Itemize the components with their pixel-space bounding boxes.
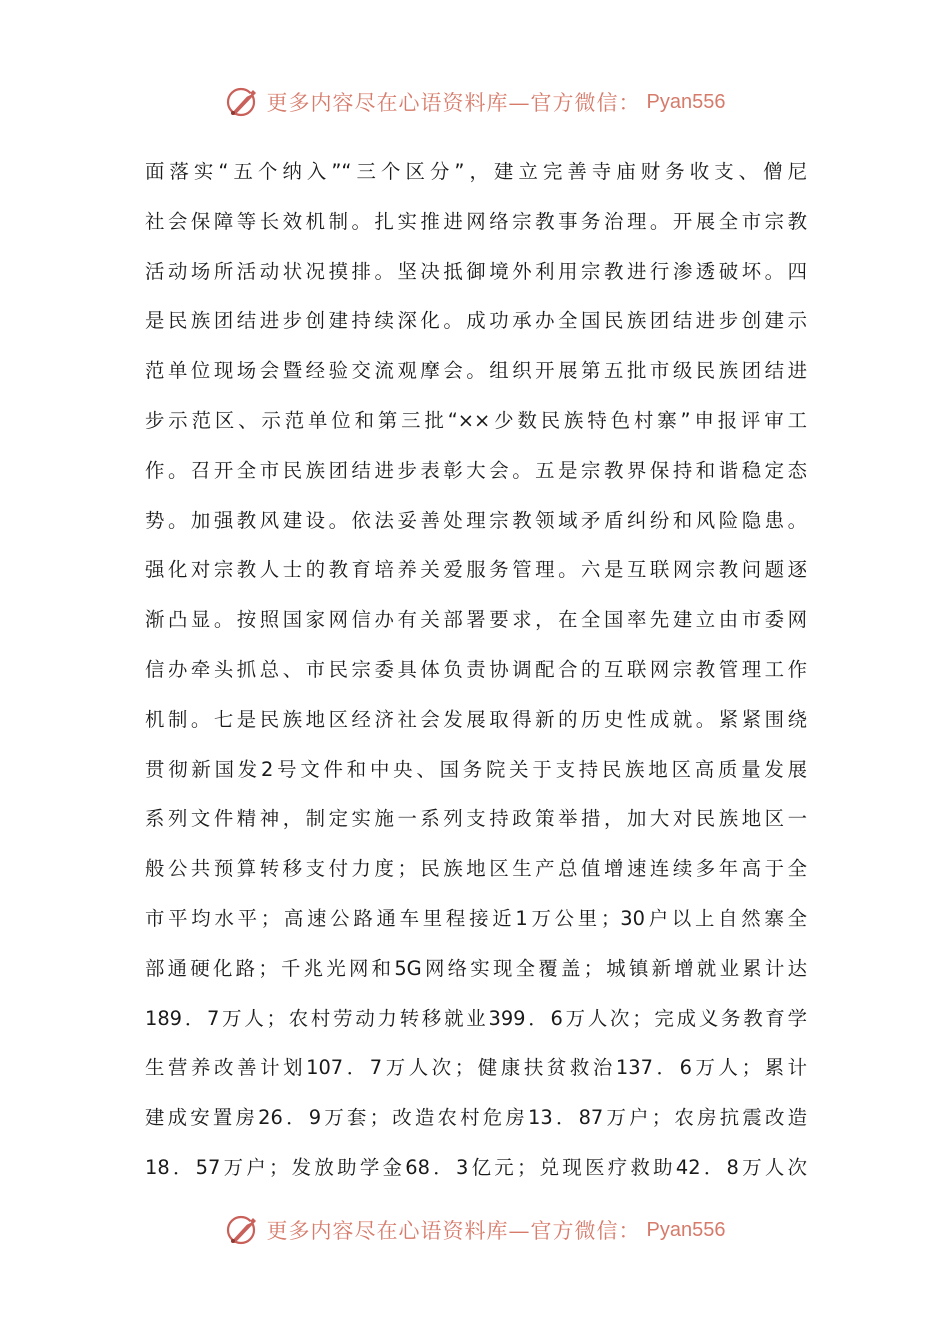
header-banner	[0, 80, 950, 124]
body-line: 社会保障等长效机制。扎实推进网络宗教事务治理。开展全市宗教	[145, 209, 807, 233]
body-line: 般公共预算转移支付力度；民族地区生产总值增速连续多年高于全	[145, 857, 807, 881]
header-banner-handle: Pyan556	[646, 90, 726, 113]
body-line: 机制。七是民族地区经济社会发展取得新的历史性成就。紧紧围绕	[145, 707, 807, 731]
body-line: 建成安置房26．9万套；改造农村危房13．87万户；农房抗震改造	[145, 1106, 807, 1130]
footer-banner-text: 更多内容尽在心语资料库—官方微信：	[266, 1219, 641, 1243]
body-line: 生营养改善计划107．7万人次；健康扶贫救治137．6万人；累计	[145, 1056, 807, 1080]
body-line: 活动场所活动状况摸排。坚决抵御境外利用宗教进行渗透破坏。四	[145, 259, 807, 283]
quill-logo-icon	[225, 1212, 261, 1248]
body-line: 势。加强教风建设。依法妥善处理宗教领域矛盾纠纷和风险隐患。	[145, 508, 807, 532]
body-line: 面落实“五个纳入”“三个区分”，建立完善寺庙财务收支、僧尼	[145, 160, 807, 183]
header-banner-text: 更多内容尽在心语资料库—官方微信：	[266, 91, 641, 115]
document-body	[145, 147, 807, 1193]
body-line: 系列文件精神，制定实施一系列支持政策举措，加大对民族地区一	[145, 807, 807, 831]
body-line: 市平均水平；高速公路通车里程接近1万公里；30户以上自然寨全	[145, 906, 807, 930]
body-line: 部通硬化路；千兆光网和5G网络实现全覆盖；城镇新增就业累计达	[145, 956, 807, 980]
body-line: 贯彻新国发2号文件和中央、国务院关于支持民族地区高质量发展	[145, 757, 807, 781]
footer-banner-handle: Pyan556	[646, 1218, 726, 1241]
body-line: 189．7万人；农村劳动力转移就业399．6万人次；完成义务教育学	[145, 1006, 807, 1030]
body-line: 18．57万户；发放助学金68．3亿元；兑现医疗救助42．8万人次	[145, 1155, 807, 1179]
body-line: 是民族团结进步创建持续深化。成功承办全国民族团结进步创建示	[145, 309, 807, 333]
body-line: 步示范区、示范单位和第三批“××少数民族特色村寨”申报评审工	[145, 408, 807, 432]
body-line: 渐凸显。按照国家网信办有关部署要求，在全国率先建立由市委网	[145, 608, 807, 632]
body-line: 作。召开全市民族团结进步表彰大会。五是宗教界保持和谐稳定态	[145, 458, 807, 482]
footer-banner	[0, 1208, 950, 1252]
body-line: 范单位现场会暨经验交流观摩会。组织开展第五批市级民族团结进	[145, 359, 807, 383]
body-line: 强化对宗教人士的教育培养关爱服务管理。六是互联网宗教问题逐	[145, 558, 807, 582]
quill-logo-icon	[225, 84, 261, 120]
body-line: 信办牵头抓总、市民宗委具体负责协调配合的互联网宗教管理工作	[145, 657, 807, 681]
